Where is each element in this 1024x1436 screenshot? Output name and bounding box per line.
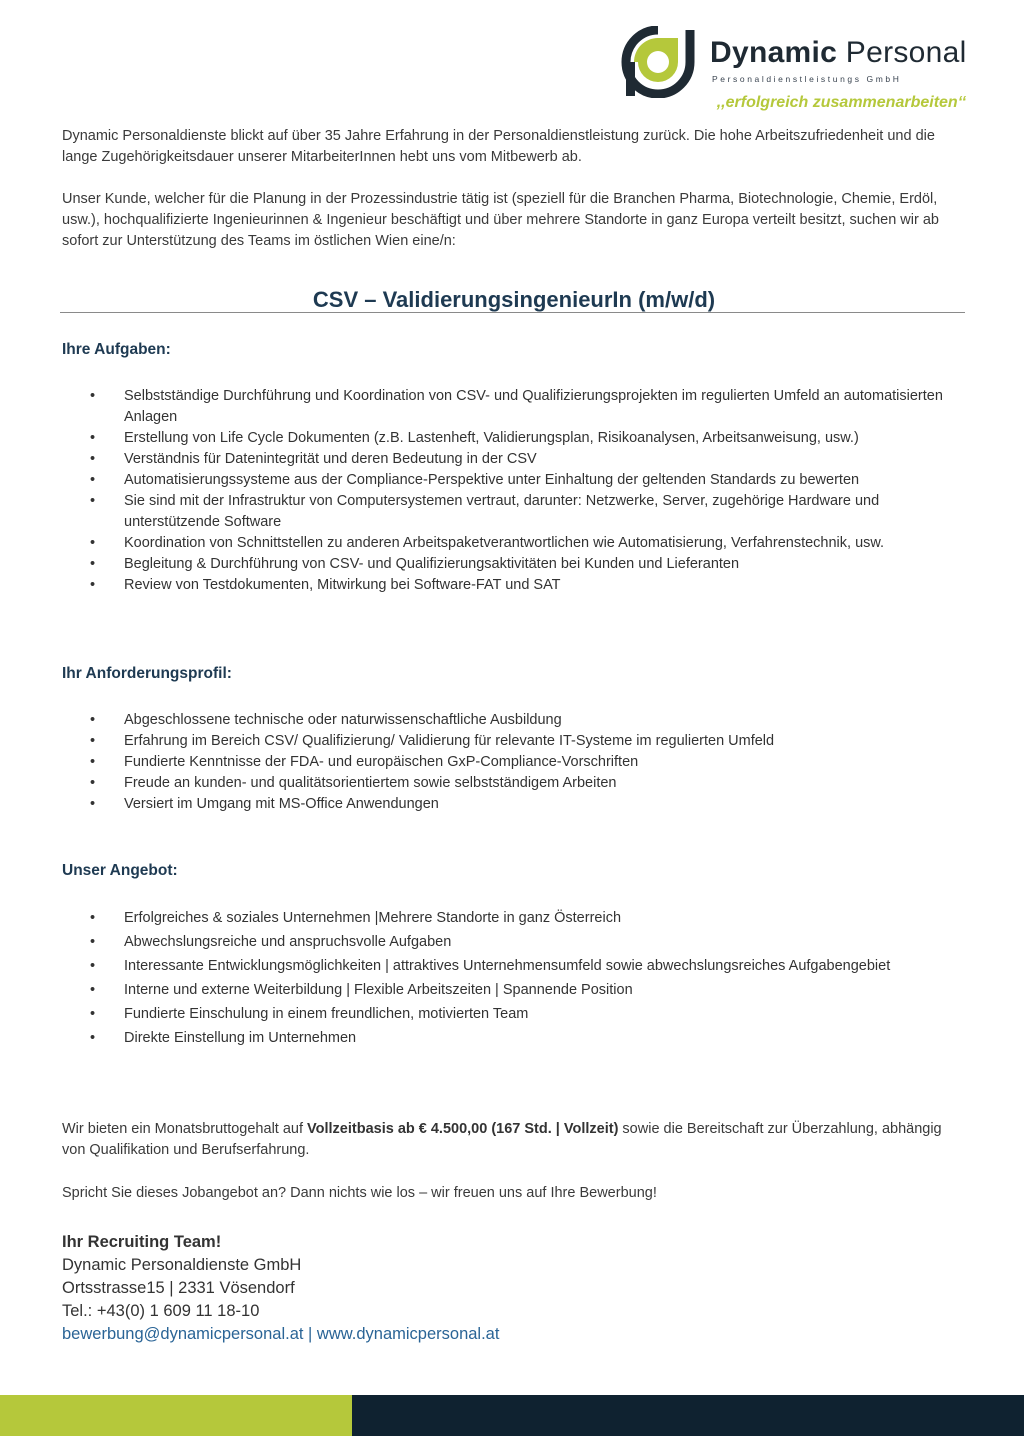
bullet-icon: •	[90, 430, 96, 446]
bullet-icon: •	[90, 754, 96, 770]
company-phone: Tel.: +43(0) 1 609 11 18-10	[62, 1302, 260, 1320]
bullet-icon: •	[90, 982, 96, 998]
bullet-icon: •	[90, 556, 96, 572]
bullet-icon: •	[90, 934, 96, 950]
tasks-heading: Ihre Aufgaben:	[62, 341, 171, 358]
slogan: ,,erfolgreich zusammenarbeiten‘‘	[716, 94, 966, 111]
list-item: • Interessante Entwicklungsmöglichkeiten | attraktives Unternehmensumfeld sowie abwechslungsreiches Aufgabengebiet	[62, 954, 962, 978]
footer-bar-green	[0, 1395, 352, 1436]
brand-name: Dynamic Personal	[710, 36, 967, 69]
list-item: • Erstellung von Life Cycle Dokumenten (z.B. Lastenheft, Validierungsplan, Risikoanalysen, Arbeitsanweisung, usw.)	[62, 428, 962, 449]
list-item: • Erfolgreiches & soziales Unternehmen |Mehrere Standorte in ganz Österreich	[62, 906, 962, 930]
intro-paragraph-2: Unser Kunde, welcher für die Planung in der Prozessindustrie tätig ist (speziell für die Branchen Pharma, Biotechnologie, Chemie, Erdöl, usw.), hochqualifizierte Ingenieurinnen & Ingenieur beschäftigt und über mehrere Standorte in ganz Europa verteilt besitzt, suchen wir ab sofort zur Unterstützung des Teams im östlichen Wien eine/n:	[62, 191, 939, 249]
call-to-action: Spricht Sie dieses Jobangebot an? Dann nichts wie los – wir freuen uns auf Ihre Bewerbung!	[62, 1185, 657, 1201]
bullet-icon: •	[90, 1030, 96, 1046]
list-item: • Begleitung & Durchführung von CSV- und Qualifizierungsaktivitäten bei Kunden und Lieferanten	[62, 554, 962, 575]
offer-list	[62, 906, 962, 1050]
salary-paragraph: Wir bieten ein Monatsbruttogehalt auf Vollzeitbasis ab € 4.500,00 (167 Std. | Vollzeit) sowie die Bereitschaft zur Überzahlung, abhängig von Qualifikation und Berufserfahrung.	[62, 1121, 942, 1158]
bullet-icon: •	[90, 493, 96, 509]
recruiting-team: Ihr Recruiting Team!	[62, 1233, 222, 1251]
title-divider	[60, 312, 965, 313]
logo-mark-icon	[620, 26, 696, 98]
list-item: • Automatisierungssysteme aus der Compliance-Perspektive unter Einhaltung der geltenden Standards zu bewerten	[62, 470, 962, 491]
brand-subtitle: Personaldienstleistungs GmbH	[712, 74, 902, 84]
list-item: • Interne und externe Weiterbildung | Flexible Arbeitszeiten | Spannende Position	[62, 978, 962, 1002]
bullet-icon: •	[90, 775, 96, 791]
offer-heading: Unser Angebot:	[62, 862, 178, 879]
list-item: • Fundierte Einschulung in einem freundlichen, motivierten Team	[62, 1002, 962, 1026]
list-item: • Freude an kunden- und qualitätsorientiertem sowie selbstständigem Arbeiten	[62, 773, 962, 794]
footer-bar-dark	[352, 1395, 1024, 1436]
bullet-icon: •	[90, 910, 96, 926]
list-item: • Koordination von Schnittstellen zu anderen Arbeitspaketverantwortlichen wie Automatisierung, Verfahrenstechnik, usw.	[62, 533, 962, 554]
profile-heading: Ihr Anforderungsprofil:	[62, 665, 232, 682]
bullet-icon: •	[90, 451, 96, 467]
bullet-icon: •	[90, 388, 96, 404]
bullet-icon: •	[90, 733, 96, 749]
profile-list	[62, 710, 962, 815]
list-item: • Sie sind mit der Infrastruktur von Computersystemen vertraut, darunter: Netzwerke, Server, zugehörige Hardware und unterstützende Software	[90, 493, 880, 530]
salary-highlight: Vollzeitbasis ab € 4.500,00 (167 Std. | Vollzeit)	[307, 1121, 619, 1137]
bullet-icon: •	[90, 796, 96, 812]
list-item: • Direkte Einstellung im Unternehmen	[62, 1026, 962, 1050]
list-item: • Verständnis für Datenintegrität und deren Bedeutung in der CSV	[62, 449, 962, 470]
job-title: CSV – ValidierungsingenieurIn (m/w/d)	[312, 287, 716, 312]
contact-links[interactable]: bewerbung@dynamicpersonal.at | www.dynamicpersonal.at	[62, 1325, 500, 1343]
list-item: • Abgeschlossene technische oder naturwissenschaftliche Ausbildung	[62, 710, 962, 731]
list-item: • Abwechslungsreiche und anspruchsvolle Aufgaben	[62, 930, 962, 954]
contact-block	[62, 1231, 499, 1346]
tasks-list	[62, 386, 962, 596]
list-item: • Review von Testdokumenten, Mitwirkung bei Software-FAT und SAT	[62, 575, 962, 596]
list-item: • Versiert im Umgang mit MS-Office Anwendungen	[62, 794, 962, 815]
bullet-icon: •	[90, 535, 96, 551]
list-item: • Selbstständige Durchführung und Koordination von CSV- und Qualifizierungsprojekten im regulierten Umfeld an automatisierten Anlagen	[90, 388, 943, 425]
company-address: Ortsstrasse15 | 2331 Vösendorf	[62, 1279, 295, 1297]
list-item: • Erfahrung im Bereich CSV/ Qualifizierung/ Validierung für relevante IT-Systeme im regulierten Umfeld	[62, 731, 962, 752]
bullet-icon: •	[90, 472, 96, 488]
bullet-icon: •	[90, 712, 96, 728]
list-item: • Fundierte Kenntnisse der FDA- und europäischen GxP-Compliance-Vorschriften	[62, 752, 962, 773]
bullet-icon: •	[90, 577, 96, 593]
intro-paragraph-1: Dynamic Personaldienste blickt auf über 35 Jahre Erfahrung in der Personaldienstleistung zurück. Die hohe Arbeitszufriedenheit und die lange Zugehörigkeitsdauer unserer MitarbeiterInnen hebt uns vom Mitbewerb ab.	[62, 128, 935, 165]
company-name: Dynamic Personaldienste GmbH	[62, 1256, 302, 1274]
intro-section	[62, 126, 966, 315]
bullet-icon: •	[90, 1006, 96, 1022]
bullet-icon: •	[90, 958, 96, 974]
company-logo	[620, 26, 990, 100]
